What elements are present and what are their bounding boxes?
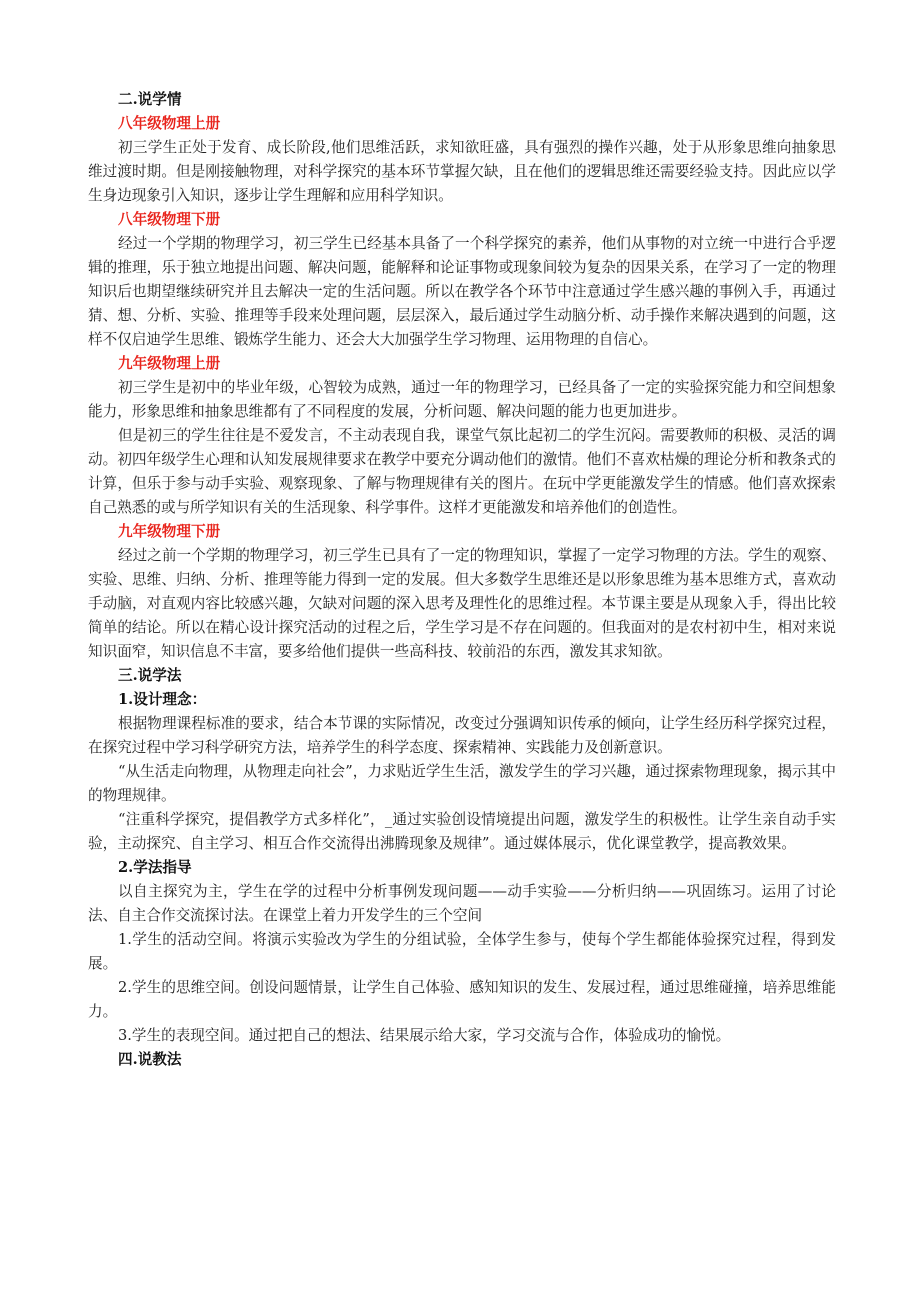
paragraph-grade9-vol1-a: 初三学生是初中的毕业年级，心智较为成熟，通过一年的物理学习，已经具备了一定的实验探究能力和空间想象能力，形象思维和抽象思维都有了不同程度的发展，分析问题、解决问题的能力也更加进步。 xyxy=(88,379,836,420)
paragraph-design-concept-3: “注重科学探究，提倡教学方式多样化”，_通过实验创设情境提出问题，激发学生的积极性。让学生亲自动手实验，主动探究、自主学习、相互合作交流得出沸腾现象及规律”。通过媒体展示，优化课堂教学，提高教效果。 xyxy=(88,811,836,852)
document-page xyxy=(88,88,836,1072)
subheading-learning-guidance: 2.学法指导 xyxy=(118,859,192,876)
subheading-grade9-vol1: 九年级物理上册 xyxy=(118,355,221,372)
subheading-grade9-vol2: 九年级物理下册 xyxy=(118,523,221,540)
subheading-design-concept: 1.设计理念： xyxy=(118,691,207,708)
paragraph-grade9-vol1-b: 但是初三的学生往往是不爱发言，不主动表现自我，课堂气氛比起初二的学生沉闷。需要教师的积极、灵活的调动。初四年级学生心理和认知发展规律要求在教学中要充分调动他们的激情。他们不喜欢枯燥的理论分析和教条式的计算，但乐于参与动手实验、观察现象、了解与物理规律有关的图片。在玩中学更能激发学生的情感。他们喜欢探索自己熟悉的或与所学知识有关的生活现象、科学事件。这样才更能激发和培养他们的创造性。 xyxy=(88,427,836,516)
paragraph-design-concept-2: “从生活走向物理，从物理走向社会”，力求贴近学生生活，激发学生的学习兴趣，通过探索物理现象，揭示其中的物理规律。 xyxy=(88,763,836,804)
paragraph-grade8-vol2: 经过一个学期的物理学习，初三学生已经基本具备了一个科学探究的素养，他们从事物的对立统一中进行合乎逻辑的推理，乐于独立地提出问题、解决问题，能解释和论证事物或现象间较为复杂的因果关系，在学习了一定的物理知识后也期望继续研究并且去解决一定的生活问题。所以在教学各个环节中注意通过学生感兴趣的事例入手，再通过猜、想、分析、实验、推理等手段来处理问题，层层深入，最后通过学生动脑分析、动手操作来解决遇到的问题，这样不仅启迪学生思维、锻炼学生能力、还会大大加强学生学习物理、运用物理的自信心。 xyxy=(88,235,836,348)
paragraph-learning-guidance-4: 3.学生的表现空间。通过把自己的想法、结果展示给大家，学习交流与合作，体验成功的愉悦。 xyxy=(118,1027,731,1044)
paragraph-design-concept-1: 根据物理课程标准的要求，结合本节课的实际情况，改变过分强调知识传承的倾向，让学生经历科学探究过程，在探究过程中学习科学研究方法，培养学生的科学态度、探索精神、实践能力及创新意识。 xyxy=(88,715,836,756)
section-heading-learning-methods: 三.说学法 xyxy=(118,667,182,684)
paragraph-grade8-vol1: 初三学生正处于发育、成长阶段,他们思维活跃，求知欲旺盛，具有强烈的操作兴趣，处于从形象思维向抽象思维过渡时期。但是刚接触物理，对科学探究的基本环节掌握欠缺，且在他们的逻辑思维还需要经验支持。因此应以学生身边现象引入知识，逐步让学生理解和应用科学知识。 xyxy=(88,139,836,204)
paragraph-learning-guidance-1: 以自主探究为主，学生在学的过程中分析事例发现问题——动手实验——分析归纳——巩固练习。运用了讨论法、自主合作交流探讨法。在课堂上着力开发学生的三个空间 xyxy=(88,883,836,924)
paragraph-learning-guidance-3: 2.学生的思维空间。创设问题情景，让学生自己体验、感知知识的发生、发展过程，通过思维碰撞，培养思维能力。 xyxy=(88,979,836,1020)
paragraph-learning-guidance-2: 1.学生的活动空间。将演示实验改为学生的分组试验，全体学生参与，使每个学生都能体验探究过程，得到发展。 xyxy=(88,931,836,972)
paragraph-grade9-vol2: 经过之前一个学期的物理学习，初三学生已具有了一定的物理知识，掌握了一定学习物理的方法。学生的观察、实验、思维、归纳、分析、推理等能力得到一定的发展。但大多数学生思维还是以形象思维为基本思维方式，喜欢动手动脑，对直观内容比较感兴趣，欠缺对问题的深入思考及理性化的思维过程。本节课主要是从现象入手，得出比较简单的结论。所以在精心设计探究活动的过程之后，学生学习是不存在问题的。但我面对的是农村初中生，相对来说知识面窄，知识信息不丰富，要多给他们提供一些高科技、较前沿的东西，激发其求知欲。 xyxy=(88,547,836,660)
section-heading-learner-analysis: 二.说学情 xyxy=(118,91,182,108)
subheading-grade8-vol1: 八年级物理上册 xyxy=(118,115,221,132)
section-heading-teaching-methods: 四.说教法 xyxy=(118,1051,182,1068)
subheading-grade8-vol2: 八年级物理下册 xyxy=(118,211,221,228)
